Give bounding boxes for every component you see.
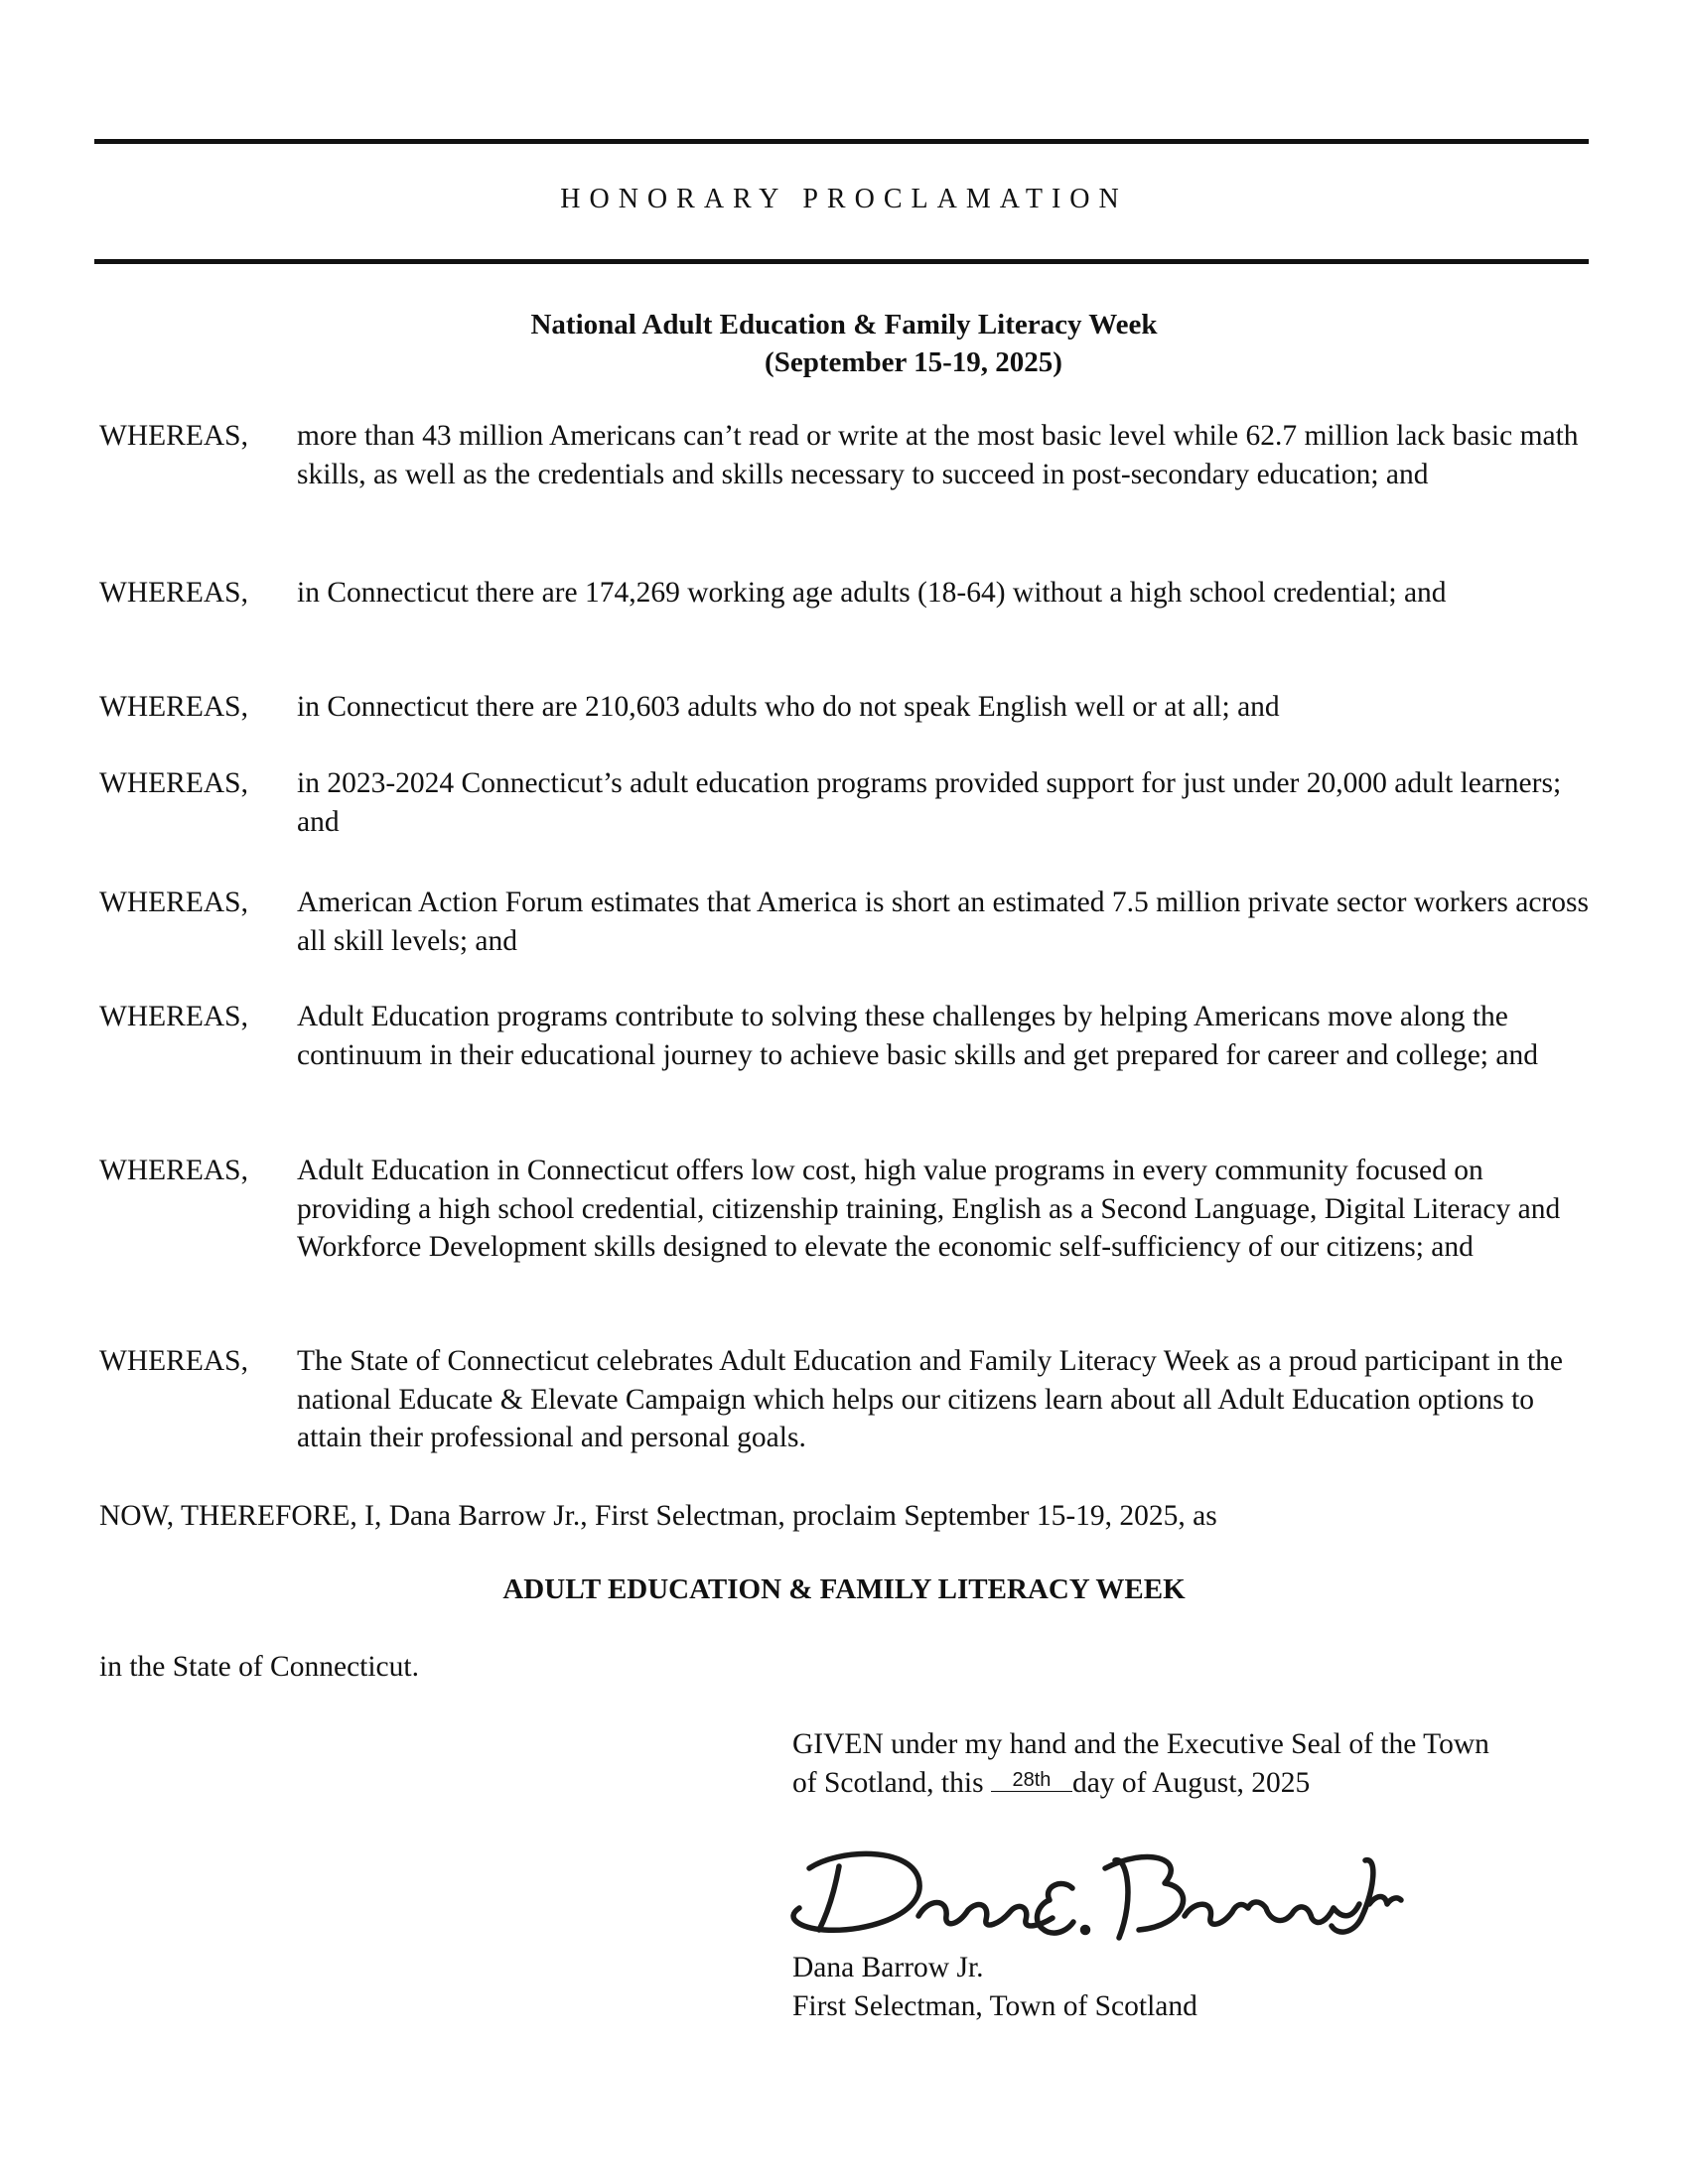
clause-lead: WHEREAS, — [99, 577, 248, 609]
bottom-rule — [94, 259, 1589, 264]
top-rule — [94, 139, 1589, 144]
whereas-clause-3 — [99, 688, 1589, 727]
given-line-2-suffix: day of August, 2025 — [1071, 1766, 1311, 1799]
signature-stroke — [1369, 1897, 1401, 1905]
signature-dot — [1083, 1928, 1088, 1933]
whereas-clause-8 — [99, 1342, 1589, 1457]
given-block — [792, 1725, 1607, 1802]
day-blank: 28th — [991, 1769, 1072, 1792]
clause-text: Adult Education in Connecticut offers low cost, high value programs in every community focused on providing a high school credential, citizenship training, English as a Second Language, Digital Literacy and Workforce Development skills designed to elevate the economic self-sufficiency of our citizens; and — [297, 1155, 1561, 1263]
given-line-2-prefix: of Scotland, this — [792, 1766, 984, 1799]
clause-text: more than 43 million Americans can’t read or write at the most basic level while 62.7 million lack basic math skills, as well as the credentials and skills necessary to succeed in post-secondary education; and — [297, 420, 1579, 490]
clause-lead: WHEREAS, — [99, 1345, 248, 1377]
whereas-clause-5 — [99, 884, 1589, 960]
document-heading: HONORARY PROCLAMATION — [560, 184, 1128, 214]
clause-text: American Action Forum estimates that America is short an estimated 7.5 million private sector workers across all skill levels; and — [297, 887, 1589, 957]
clause-text: in Connecticut there are 210,603 adults who do not speak English well or at all; and — [297, 691, 1280, 723]
signature-stroke — [1334, 1904, 1359, 1916]
given-line-1: GIVEN under my hand and the Executive Seal of the Town — [792, 1728, 1489, 1760]
signature-stroke — [793, 1853, 919, 1930]
locale-line: in the State of Connecticut. — [99, 1651, 419, 1683]
signature-graphic — [770, 1839, 1405, 1948]
clause-lead: WHEREAS, — [99, 420, 248, 452]
clause-lead: WHEREAS, — [99, 887, 248, 918]
signer-title: First Selectman, Town of Scotland — [792, 1989, 1197, 2022]
whereas-clause-2 — [99, 574, 1589, 613]
clause-lead: WHEREAS, — [99, 1001, 248, 1032]
signature-stroke — [1332, 1860, 1373, 1932]
whereas-clause-4 — [99, 764, 1589, 841]
clause-lead: WHEREAS, — [99, 1155, 248, 1186]
clause-lead: WHEREAS, — [99, 691, 248, 723]
whereas-clause-7 — [99, 1152, 1589, 1267]
clause-lead: WHEREAS, — [99, 767, 248, 799]
clause-text: in Connecticut there are 174,269 working age adults (18-64) without a high school credential; and — [297, 577, 1447, 609]
clause-text: The State of Connecticut celebrates Adult Education and Family Literacy Week as a proud participant in the national Educate & Elevate Campaign which helps our citizens learn about all Adult Education options to attain their professional and personal goals. — [297, 1345, 1563, 1453]
title-date: (September 15-19, 2025) — [765, 346, 1062, 378]
signer-name: Dana Barrow Jr. — [792, 1952, 984, 1983]
resolved-title: ADULT EDUCATION & FAMILY LITERACY WEEK — [502, 1573, 1186, 1605]
signature-stroke — [819, 1866, 839, 1930]
whereas-clause-6 — [99, 998, 1589, 1074]
signature-stroke — [1037, 1884, 1073, 1934]
signature-stroke — [1115, 1860, 1128, 1938]
signature-stroke — [1185, 1902, 1334, 1924]
title-line-1: National Adult Education & Family Literacy Week — [530, 309, 1158, 341]
clause-text: in 2023-2024 Connecticut’s adult education programs provided support for just under 20,000 adult learners; and — [297, 767, 1562, 838]
proclamation-title — [0, 306, 1688, 381]
signature-stroke — [1105, 1856, 1184, 1930]
signature-stroke — [918, 1903, 1053, 1926]
signer-block — [792, 1949, 1587, 2025]
now-therefore-paragraph: NOW, THEREFORE, I, Dana Barrow Jr., First Selectman, proclaim September 15-19, 2025, as — [99, 1500, 1217, 1532]
clause-text: Adult Education programs contribute to solving these challenges by helping Americans move along the continuum in their educational journey to achieve basic skills and get prepared for career and college; and — [297, 1001, 1538, 1071]
whereas-clause-1 — [99, 417, 1589, 493]
